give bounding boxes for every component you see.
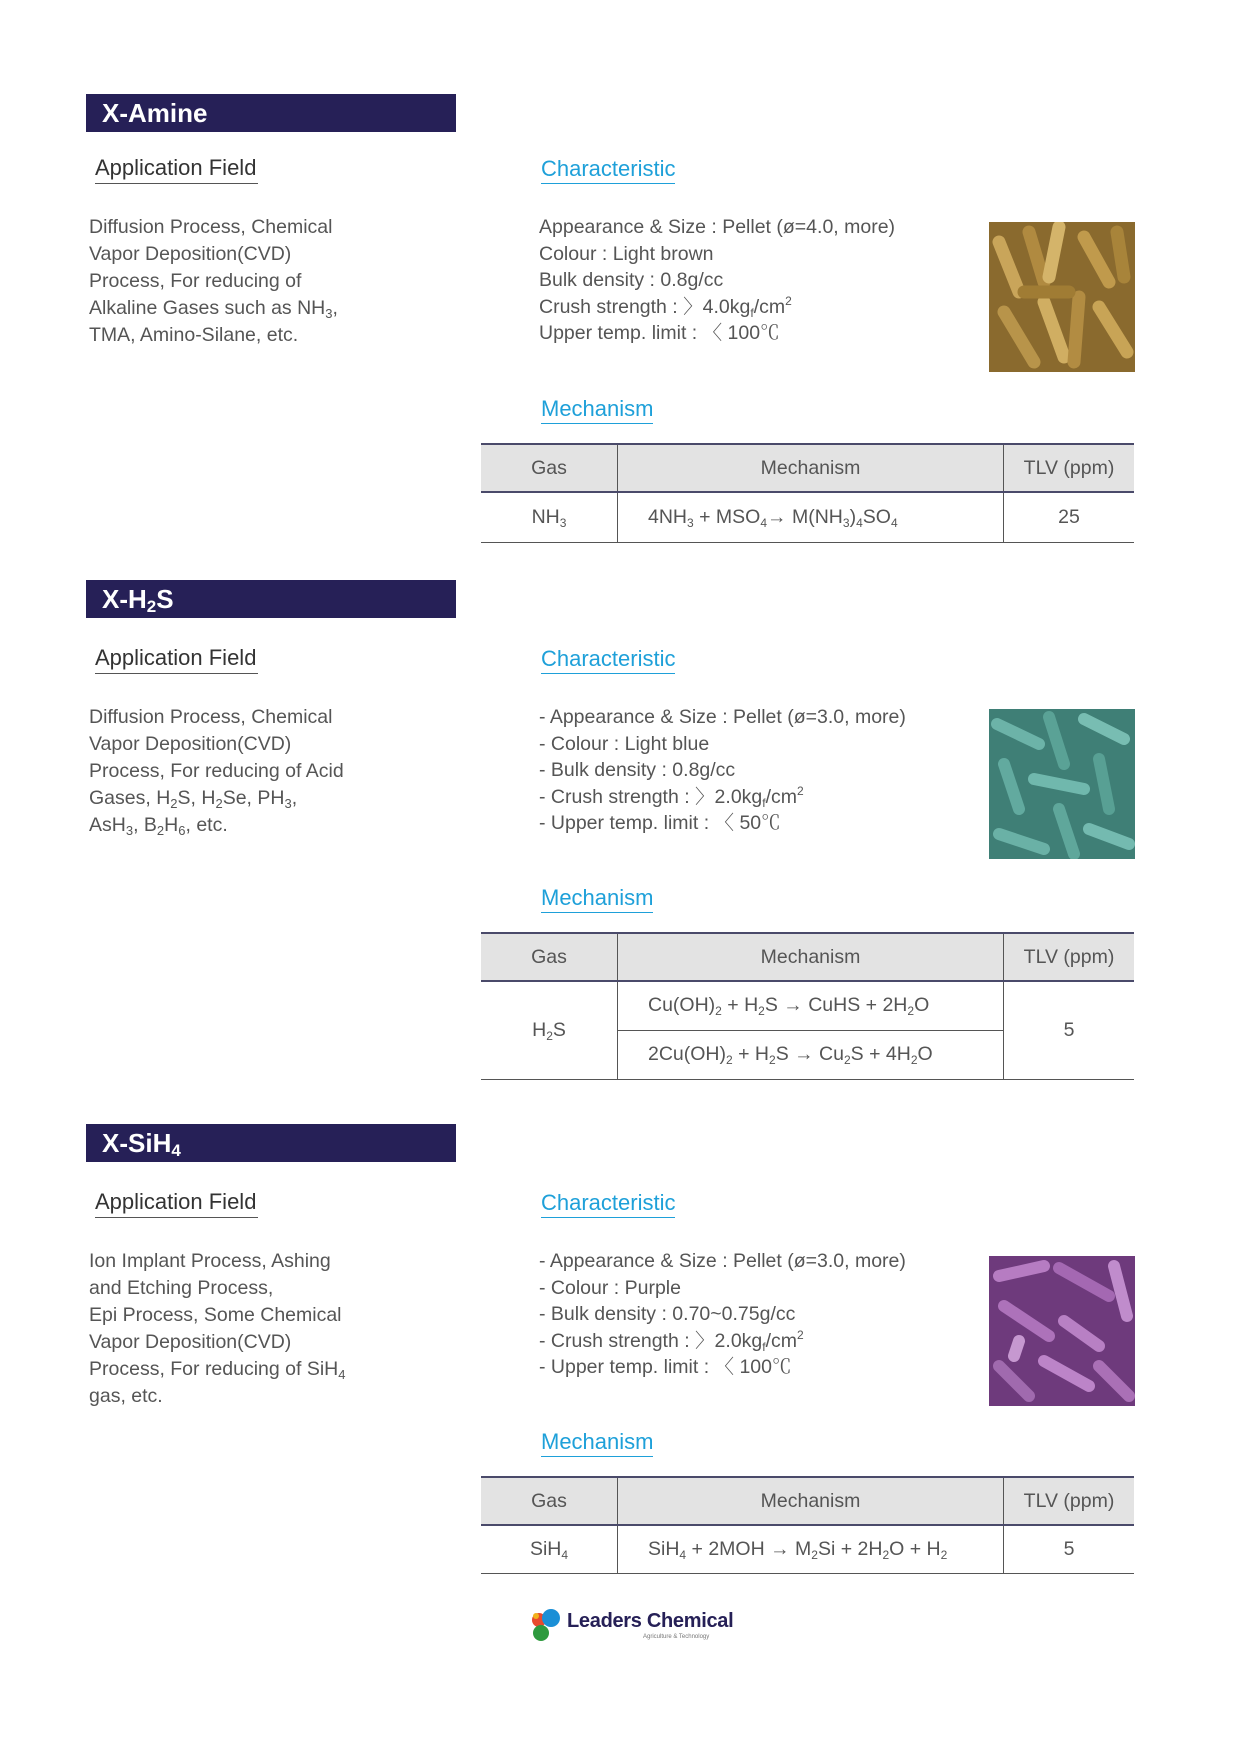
characteristic-item: - Crush strength : 〉$2.0kg_f/cm^2$ [539, 783, 804, 810]
application-field-text [89, 1248, 389, 1410]
mechanism-column-header: Mechanism [618, 933, 1004, 981]
app-line: Diffusion Process, Chemical [89, 216, 333, 238]
gas-column-header: Gas [481, 1477, 618, 1525]
leaders-chemical-logo-icon [527, 1606, 565, 1644]
tlv-column-header: TLV (ppm) [1004, 444, 1135, 492]
mechanism-cell: $2Cu(OH)_2 + H_2S \to Cu_2S + 4H_2O$ [618, 1030, 1004, 1079]
app-line: Gases, $H_2S$, $H_2Se$, $PH_3$, [89, 787, 298, 811]
mechanism-cell: $SiH_4 + 2MOH \to M_2Si + 2H_2O + H_2$ [618, 1525, 1004, 1573]
mechanism-heading: Mechanism [541, 885, 653, 913]
characteristic-heading: Characteristic [541, 156, 675, 184]
characteristic-list [539, 1248, 906, 1381]
characteristic-item: - Appearance & Size : Pellet (ø=3.0, more) [539, 706, 906, 728]
characteristic-item: Appearance & Size : Pellet (ø=4.0, more) [539, 216, 896, 238]
mechanism-heading: Mechanism [541, 1429, 653, 1457]
characteristic-item: - Bulk density : 0.70~0.75g/cc [539, 1303, 796, 1325]
characteristic-heading: Characteristic [541, 646, 675, 674]
characteristic-item: - Upper temp. limit : 〈 50℃ [539, 812, 781, 834]
app-line: Process, For reducing of SiH$_4$ [89, 1358, 346, 1382]
characteristic-item: - Upper temp. limit : 〈 100℃ [539, 1356, 792, 1378]
characteristic-item: - Colour : Light blue [539, 732, 710, 755]
characteristic-item: - Crush strength : 〉$2.0kg_f/cm^2$ [539, 1327, 804, 1354]
characteristic-item: Crush strength : 〉$4.0kg_f/cm^2$ [539, 293, 792, 320]
characteristic-item: Upper temp. limit : 〈 100℃ [539, 322, 780, 344]
gas-column-header: Gas [481, 444, 618, 492]
mechanism-table [481, 932, 1134, 1080]
table-header-row [481, 933, 1134, 981]
table-row [481, 1525, 1134, 1573]
company-logo [527, 1606, 747, 1646]
table-row [481, 492, 1134, 542]
characteristic-item: - Bulk density : 0.8g/cc [539, 759, 736, 781]
company-name: Leaders Chemical [567, 1610, 734, 1632]
gas-cell: $NH_3$ [481, 492, 618, 542]
application-field-heading: Application Field [95, 645, 258, 674]
section-title: $X-H_2S$ [86, 580, 456, 618]
mechanism-column-header: Mechanism [618, 1477, 1004, 1525]
app-line: Process, For reducing of Acid [89, 760, 344, 782]
application-field-text [89, 214, 389, 349]
mechanism-cell: $4NH_3 + MSO_4\to M(NH_3)_4SO_4$ [618, 492, 1004, 542]
section-title: X-SiH$_4$ [86, 1124, 456, 1162]
app-line: Vapor Deposition(CVD) [89, 1331, 292, 1353]
table-header-row [481, 1477, 1134, 1525]
gas-column-header: Gas [481, 933, 618, 981]
app-line: Diffusion Process, Chemical [89, 706, 333, 728]
company-tagline: Agriculture & Technology [643, 1634, 710, 1640]
mechanism-column-header: Mechanism [618, 444, 1004, 492]
characteristic-item: Bulk density : 0.8g/cc [539, 269, 724, 291]
gas-cell: SiH$_4$ [481, 1525, 618, 1573]
app-line: AsH$_3$, $B_2H_6$, etc. [89, 814, 228, 838]
application-field-heading: Application Field [95, 155, 258, 184]
app-line: gas, etc. [89, 1385, 163, 1407]
application-field-heading: Application Field [95, 1189, 258, 1218]
characteristic-item: - Colour : Purple [539, 1276, 681, 1299]
app-line: Process, For reducing of [89, 270, 302, 292]
section-title: X-Amine [86, 94, 456, 132]
app-line: Alkaline Gases such as $NH_3$, [89, 297, 338, 321]
app-line: Ion Implant Process, Ashing [89, 1250, 331, 1272]
light-blue-pellets-photo [989, 709, 1135, 859]
purple-pellets-photo [989, 1256, 1135, 1406]
table-header-row [481, 444, 1134, 492]
mechanism-heading: Mechanism [541, 396, 653, 424]
characteristic-item: - Appearance & Size : Pellet (ø=3.0, more) [539, 1250, 906, 1272]
tlv-column-header: TLV (ppm) [1004, 933, 1135, 981]
characteristic-list [539, 704, 906, 837]
characteristic-item: Colour : Light brown [539, 242, 714, 265]
characteristic-heading: Characteristic [541, 1190, 675, 1218]
gas-cell: $H_2S$ [481, 981, 618, 1079]
app-line: TMA, Amino-Silane, etc. [89, 324, 299, 346]
mechanism-cell: $Cu(OH)_2 + H_2S$ → CuHS + $2H_2O$ [618, 981, 1004, 1030]
app-line: Vapor Deposition(CVD) [89, 733, 292, 755]
tlv-cell: 25 [1004, 492, 1135, 542]
tlv-cell: 5 [1004, 981, 1135, 1079]
app-line: and Etching Process, [89, 1277, 274, 1299]
light-brown-pellets-photo [989, 222, 1135, 372]
app-line: Epi Process, Some Chemical [89, 1304, 342, 1326]
mechanism-table [481, 1476, 1134, 1574]
app-line: Vapor Deposition(CVD) [89, 243, 292, 265]
application-field-text [89, 704, 389, 839]
tlv-column-header: TLV (ppm) [1004, 1477, 1135, 1525]
tlv-cell: 5 [1004, 1525, 1135, 1573]
characteristic-list [539, 214, 895, 347]
mechanism-table [481, 443, 1134, 543]
table-row [481, 981, 1134, 1030]
